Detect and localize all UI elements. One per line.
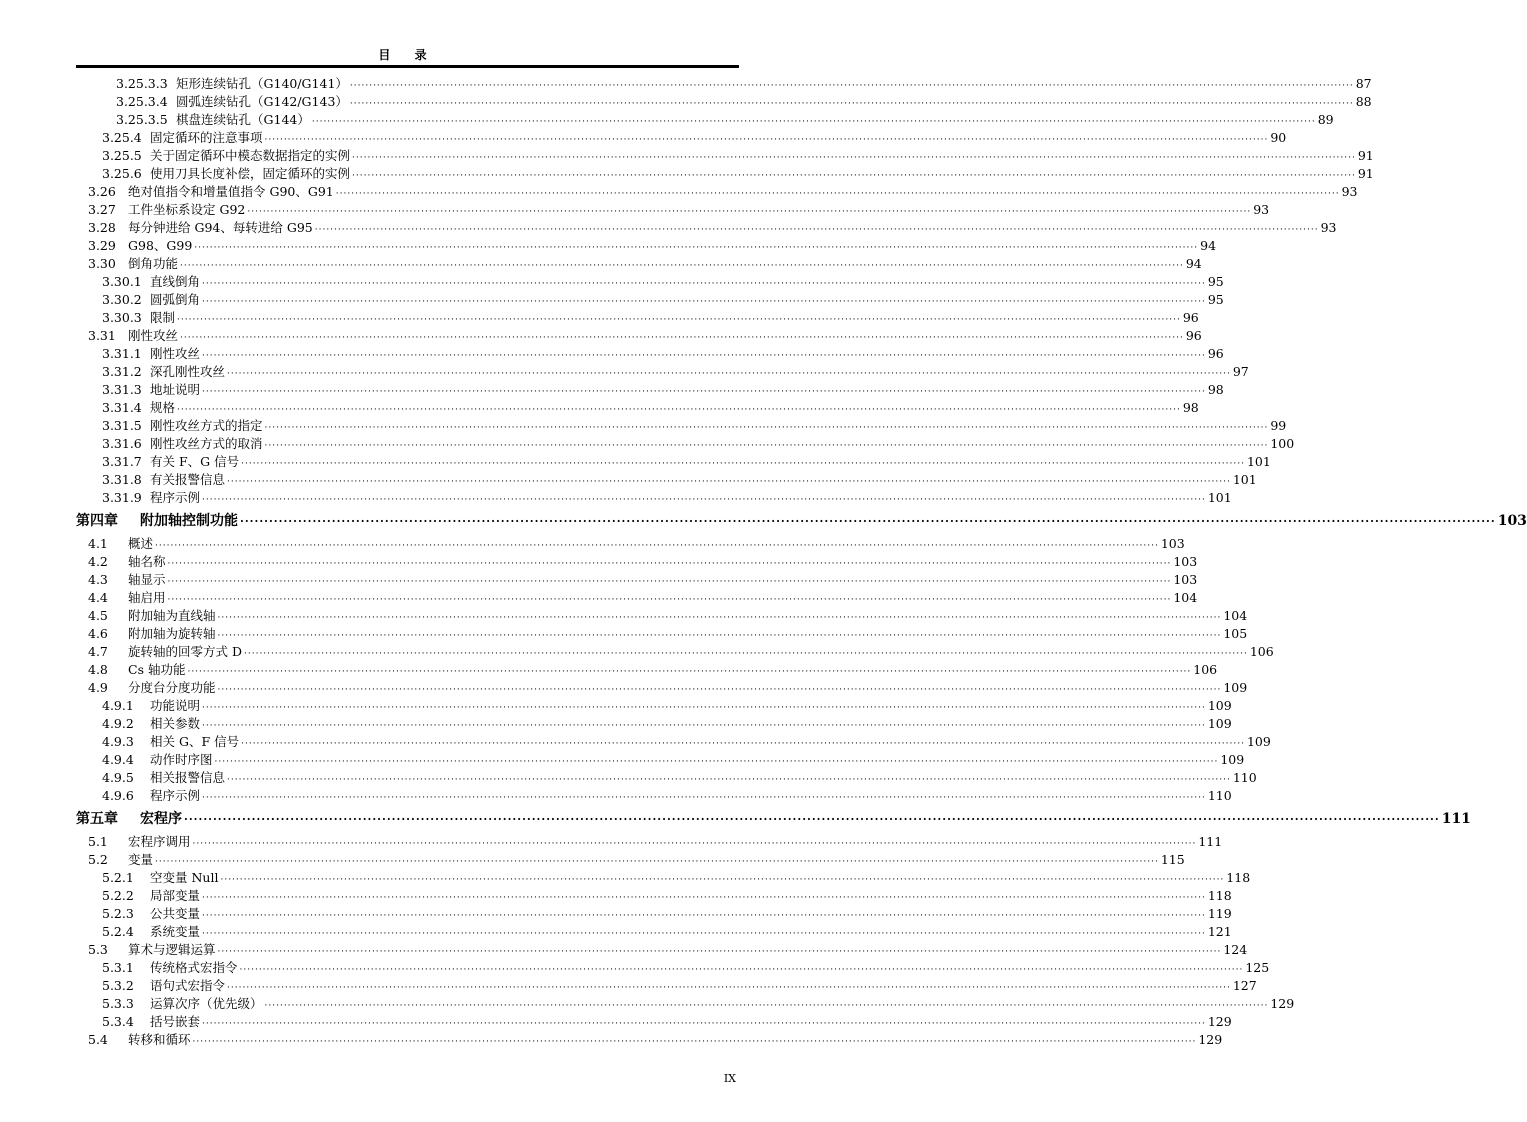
toc-entry-page: 109: [1223, 680, 1248, 695]
toc-entry-title: 倒角功能: [128, 256, 179, 271]
toc-entry-title: 附加轴为直线轴: [128, 608, 216, 623]
toc-entry-number: 5.2.4: [102, 924, 134, 939]
toc-entry[interactable]: [102, 751, 1245, 769]
toc-entry-number: 4.9.3: [102, 734, 134, 749]
toc-entry[interactable]: [88, 833, 1223, 851]
dot-leader: ····································································································································································································································································: [352, 153, 1356, 163]
dot-leader: ····································································································································································································································································: [264, 441, 1269, 451]
dot-leader: ····································································································································································································································································: [227, 369, 1231, 379]
toc-entry[interactable]: [102, 399, 1199, 417]
toc-entry-title: 程序示例: [150, 490, 201, 505]
toc-entry-page: 106: [1193, 662, 1218, 677]
toc-entry-number: 3.31.1: [102, 346, 142, 361]
toc-entry[interactable]: [88, 661, 1218, 679]
toc-entry[interactable]: [102, 887, 1232, 905]
dot-leader: ····································································································································································································································································: [244, 649, 1248, 659]
toc-entry[interactable]: [102, 787, 1232, 805]
toc-entry[interactable]: [88, 1031, 1223, 1049]
toc-entry-title: 有关 F、G 信号: [150, 454, 240, 469]
toc-entry-number: 3.30.2: [102, 292, 142, 307]
toc-entry-page: 118: [1226, 870, 1251, 885]
toc-entry-title: 有关报警信息: [150, 472, 226, 487]
toc-entry[interactable]: [88, 219, 1337, 237]
dot-leader: ····································································································································································································································································: [155, 857, 1159, 867]
toc-entry-page: 109: [1207, 716, 1232, 731]
toc-entry-number: 3.25.5: [102, 148, 142, 163]
header-rule: [76, 65, 739, 68]
toc-entry-number: 4.8: [88, 662, 108, 677]
toc-entry[interactable]: [116, 111, 1334, 129]
toc-entry-page: 94: [1200, 238, 1217, 253]
toc-entry-title: 轴显示: [128, 572, 166, 587]
toc-entry-page: 96: [1185, 328, 1202, 343]
toc-entry-number: 3.31.5: [102, 418, 142, 433]
toc-entry[interactable]: [88, 589, 1198, 607]
toc-entry-page: 91: [1357, 166, 1374, 181]
toc-entry[interactable]: [88, 183, 1358, 201]
toc-entry-number: 第五章: [76, 811, 118, 827]
toc-entry-page: 95: [1207, 292, 1224, 307]
toc-entry-page: 94: [1185, 256, 1202, 271]
dot-leader: ····································································································································································································································································: [184, 813, 1440, 826]
toc-entry-page: 89: [1317, 112, 1334, 127]
toc-entry-page: 109: [1220, 752, 1245, 767]
toc-entry-title: 刚性攻丝: [150, 346, 201, 361]
toc-entry-page: 96: [1207, 346, 1224, 361]
toc-entry-title: 功能说明: [150, 698, 201, 713]
toc-entry-number: 3.25.3.4: [116, 94, 168, 109]
toc-entry-page: 106: [1249, 644, 1274, 659]
toc-entry-page: 97: [1232, 364, 1249, 379]
toc-chapter-entry[interactable]: [76, 808, 1471, 830]
toc-entry[interactable]: [88, 643, 1274, 661]
toc-entry-number: 3.31.3: [102, 382, 142, 397]
toc-entry-page: 104: [1173, 590, 1198, 605]
toc-entry-title: 地址说明: [150, 382, 201, 397]
toc-entry[interactable]: [102, 1013, 1232, 1031]
toc-entry-title: 局部变量: [150, 888, 201, 903]
toc-entry-title: 动作时序图: [150, 752, 213, 767]
toc-entry-page: 100: [1270, 436, 1295, 451]
toc-entry-title: 刚性攻丝方式的取消: [150, 436, 263, 451]
dot-leader: ····································································································································································································································································: [192, 1037, 1197, 1047]
toc-entry-number: 4.9.2: [102, 716, 134, 731]
toc-entry-page: 101: [1246, 454, 1271, 469]
toc-entry-title: 公共变量: [150, 906, 201, 921]
dot-leader: ····································································································································································································································································: [220, 875, 1225, 885]
dot-leader: ····································································································································································································································································: [240, 515, 1496, 528]
dot-leader: ····································································································································································································································································: [194, 243, 1199, 253]
toc-entry-page: 101: [1207, 490, 1232, 505]
dot-leader: ····································································································································································································································································: [241, 739, 1245, 749]
toc-entry[interactable]: [102, 345, 1224, 363]
dot-leader: ····································································································································································································································································: [247, 207, 1252, 217]
dot-leader: ····································································································································································································································································: [214, 757, 1219, 767]
toc-entry-title: 算术与逻辑运算: [128, 942, 216, 957]
toc-entry-number: 3.30: [88, 256, 116, 271]
toc-entry[interactable]: [102, 489, 1232, 507]
toc-entry-title: 规格: [150, 400, 176, 415]
toc-entry-number: 4.9.1: [102, 698, 134, 713]
dot-leader: ····································································································································································································································································: [202, 279, 1206, 289]
toc-entry[interactable]: [102, 363, 1249, 381]
toc-entry-page: 101: [1232, 472, 1257, 487]
toc-entry-number: 3.31.7: [102, 454, 142, 469]
toc-entry-page: 111: [1198, 834, 1223, 849]
toc-entry-number: 3.25.6: [102, 166, 142, 181]
dot-leader: ····································································································································································································································································: [167, 577, 1172, 587]
toc-entry-title: 直线倒角: [150, 274, 201, 289]
toc-entry-number: 5.1: [88, 834, 108, 849]
toc-entry[interactable]: [102, 273, 1224, 291]
toc-entry-page: 95: [1207, 274, 1224, 289]
toc-entry-title: 运算次序（优先级）: [150, 996, 263, 1011]
toc-entry[interactable]: [88, 327, 1202, 345]
toc-entry-number: 4.9: [88, 680, 108, 695]
toc-entry-title: 矩形连续钻孔（G140/G141）: [176, 76, 348, 91]
toc-entry-page: 93: [1341, 184, 1358, 199]
dot-leader: ····································································································································································································································································: [217, 613, 1222, 623]
toc-entry-page: 115: [1160, 852, 1185, 867]
toc-entry[interactable]: [88, 941, 1248, 959]
toc-entry-number: 3.31.6: [102, 436, 142, 451]
toc-entry-title: Cs 轴功能: [128, 662, 186, 677]
toc-entry-number: 4.4: [88, 590, 108, 605]
dot-leader: ····································································································································································································································································: [239, 965, 1244, 975]
dot-leader: ····································································································································································································································································: [264, 135, 1269, 145]
toc-entry[interactable]: [102, 417, 1287, 435]
toc-entry-title: 圆弧倒角: [150, 292, 201, 307]
toc-entry-number: 3.31.8: [102, 472, 142, 487]
dot-leader: ····································································································································································································································································: [155, 541, 1159, 551]
dot-leader: ····································································································································································································································································: [187, 667, 1192, 677]
toc-entry-title: 空变量 Null: [150, 870, 219, 885]
dot-leader: ····································································································································································································································································: [241, 459, 1245, 469]
dot-leader: ····································································································································································································································································: [314, 225, 1319, 235]
toc-entry-title: 相关 G、F 信号: [150, 734, 240, 749]
dot-leader: ····································································································································································································································································: [167, 595, 1172, 605]
toc-entry-page: 104: [1223, 608, 1248, 623]
toc-entry-page: 93: [1320, 220, 1337, 235]
dot-leader: ····································································································································································································································································: [202, 793, 1206, 803]
dot-leader: ····································································································································································································································································: [202, 703, 1206, 713]
toc-entry[interactable]: [102, 453, 1271, 471]
toc-entry-title: 分度台分度功能: [128, 680, 216, 695]
toc-entry-number: 5.3.4: [102, 1014, 134, 1029]
toc-entry[interactable]: [88, 237, 1217, 255]
toc-entry-number: 5.2.1: [102, 870, 134, 885]
toc-entry-number: 3.28: [88, 220, 116, 235]
dot-leader: ····································································································································································································································································: [352, 171, 1356, 181]
toc-entry-number: 3.31: [88, 328, 116, 343]
toc-entry-page: 125: [1245, 960, 1270, 975]
toc-entry[interactable]: [88, 201, 1270, 219]
dot-leader: ····································································································································································································································································: [227, 983, 1231, 993]
dot-leader: ····································································································································································································································································: [217, 685, 1222, 695]
toc-entry-page: 127: [1232, 978, 1257, 993]
toc-entry-number: 4.1: [88, 536, 108, 551]
toc-entry-title: 圆弧连续钻孔（G142/G143）: [176, 94, 348, 109]
toc-entry-title: 宏程序调用: [128, 834, 191, 849]
toc-entry-number: 4.3: [88, 572, 108, 587]
toc-entry-number: 3.30.3: [102, 310, 142, 325]
toc-entry-number: 5.3.2: [102, 978, 134, 993]
toc-entry[interactable]: [102, 715, 1232, 733]
dot-leader: ····································································································································································································································································: [192, 839, 1197, 849]
toc-entry[interactable]: [102, 129, 1287, 147]
toc-entry-title: 轴名称: [128, 554, 166, 569]
toc-entry[interactable]: [102, 905, 1232, 923]
toc-entry-title: 系统变量: [150, 924, 201, 939]
toc-entry[interactable]: [102, 995, 1295, 1013]
dot-leader: ····································································································································································································································································: [202, 495, 1206, 505]
toc-entry-page: 129: [1198, 1032, 1223, 1047]
toc-entry-title: 绝对值指令和增量值指令 G90、G91: [128, 184, 334, 199]
toc-entry-title: 转移和循环: [128, 1032, 191, 1047]
toc-entry-title: 变量: [128, 852, 154, 867]
toc-entry-page: 129: [1207, 1014, 1232, 1029]
toc-entry-page: 103: [1173, 554, 1198, 569]
toc-entry-title: 传统格式宏指令: [150, 960, 238, 975]
toc-entry-page: 87: [1355, 76, 1372, 91]
dot-leader: ····································································································································································································································································: [180, 333, 1184, 343]
toc-entry[interactable]: [102, 471, 1257, 489]
toc-entry[interactable]: [102, 977, 1257, 995]
toc-entry-number: 3.25.3.3: [116, 76, 168, 91]
toc-entry-number: 4.9.4: [102, 752, 134, 767]
dot-leader: ····································································································································································································································································: [227, 477, 1231, 487]
toc-entry-title: 工件坐标系设定 G92: [128, 202, 246, 217]
dot-leader: ····································································································································································································································································: [202, 929, 1206, 939]
toc-entry-page: 91: [1357, 148, 1374, 163]
toc-entry[interactable]: [88, 255, 1202, 273]
dot-leader: ····································································································································································································································································: [335, 189, 1340, 199]
toc-entry-number: 4.9.5: [102, 770, 134, 785]
toc-entry-number: 3.31.2: [102, 364, 142, 379]
toc-entry-title: 概述: [128, 536, 154, 551]
toc-entry-page: 121: [1207, 924, 1232, 939]
dot-leader: ····································································································································································································································································: [180, 261, 1184, 271]
toc-entry[interactable]: [102, 291, 1224, 309]
toc-entry-page: 111: [1441, 811, 1471, 827]
toc-entry-number: 5.3.3: [102, 996, 134, 1011]
toc-entry[interactable]: [102, 769, 1257, 787]
toc-entry-title: 使用刀具长度补偿，固定循环的实例: [150, 166, 351, 181]
toc-entry[interactable]: [102, 869, 1251, 887]
toc-entry-title: 语句式宏指令: [150, 978, 226, 993]
toc-entry-title: 深孔刚性攻丝: [150, 364, 226, 379]
toc-entry[interactable]: [88, 851, 1185, 869]
toc-entry-number: 3.26: [88, 184, 116, 199]
toc-entry-title: 附加轴控制功能: [140, 513, 238, 529]
toc-entry-number: 5.4: [88, 1032, 108, 1047]
toc-entry[interactable]: [102, 959, 1270, 977]
toc-entry-number: 4.6: [88, 626, 108, 641]
dot-leader: ····································································································································································································································································: [177, 405, 1181, 415]
toc-entry-number: 5.2: [88, 852, 108, 867]
toc-entry-page: 96: [1182, 310, 1199, 325]
toc-entry-page: 109: [1246, 734, 1271, 749]
dot-leader: ····································································································································································································································································: [349, 81, 1354, 91]
toc-entry-title: 刚性攻丝方式的指定: [150, 418, 263, 433]
toc-entry-title: G98、G99: [128, 238, 193, 253]
toc-entry-number: 4.7: [88, 644, 108, 659]
toc-entry[interactable]: [88, 625, 1248, 643]
toc-entry-title: 相关报警信息: [150, 770, 226, 785]
dot-leader: ····································································································································································································································································: [202, 351, 1206, 361]
page-number: IX: [723, 1072, 736, 1085]
toc-entry-number: 3.29: [88, 238, 116, 253]
toc-entry[interactable]: [116, 93, 1372, 111]
toc-entry-number: 5.2.3: [102, 906, 134, 921]
toc-entry-number: 3.27: [88, 202, 116, 217]
toc-entry-page: 110: [1207, 788, 1232, 803]
toc-entry[interactable]: [102, 697, 1232, 715]
toc-entry-number: 5.2.2: [102, 888, 134, 903]
toc-entry[interactable]: [88, 571, 1198, 589]
toc-entry-page: 90: [1270, 130, 1287, 145]
toc-entry-title: 宏程序: [140, 811, 182, 827]
toc-entry-number: 4.2: [88, 554, 108, 569]
toc-entry-page: 93: [1253, 202, 1270, 217]
toc-entry-page: 129: [1270, 996, 1295, 1011]
toc-entry-title: 固定循环的注意事项: [150, 130, 263, 145]
toc-entry[interactable]: [102, 733, 1271, 751]
toc-entry-page: 98: [1207, 382, 1224, 397]
page-header-title: 目 录: [378, 48, 437, 62]
toc-entry-title: 棋盘连续钻孔（G144）: [176, 112, 310, 127]
toc-entry-page: 99: [1270, 418, 1287, 433]
dot-leader: ····································································································································································································································································: [311, 117, 1316, 127]
toc-entry[interactable]: [88, 607, 1248, 625]
dot-leader: ····································································································································································································································································: [217, 947, 1222, 957]
toc-entry[interactable]: [102, 309, 1199, 327]
toc-entry[interactable]: [116, 75, 1372, 93]
toc-entry-page: 109: [1207, 698, 1232, 713]
toc-entry[interactable]: [102, 165, 1374, 183]
toc-entry-title: 轴启用: [128, 590, 166, 605]
dot-leader: ····································································································································································································································································: [202, 1019, 1206, 1029]
toc-entry-title: 附加轴为旋转轴: [128, 626, 216, 641]
toc-entry-title: 关于固定循环中模态数据指定的实例: [150, 148, 351, 163]
toc-entry[interactable]: [102, 147, 1374, 165]
toc-entry-title: 相关参数: [150, 716, 201, 731]
toc-entry-number: 3.31.9: [102, 490, 142, 505]
toc-entry[interactable]: [88, 535, 1185, 553]
dot-leader: ····································································································································································································································································: [217, 631, 1222, 641]
dot-leader: ····································································································································································································································································: [264, 1001, 1269, 1011]
dot-leader: ····································································································································································································································································: [167, 559, 1172, 569]
toc-entry-number: 3.25.4: [102, 130, 142, 145]
toc-entry-title: 限制: [150, 310, 176, 325]
toc-entry-title: 每分钟进给 G94、每转进给 G95: [128, 220, 313, 235]
dot-leader: ····································································································································································································································································: [202, 893, 1206, 903]
toc-entry-title: 旋转轴的回零方式 D: [128, 644, 242, 659]
dot-leader: ····································································································································································································································································: [177, 315, 1181, 325]
toc-entry[interactable]: [102, 381, 1224, 399]
toc-entry[interactable]: [102, 435, 1295, 453]
toc-entry-title: 程序示例: [150, 788, 201, 803]
dot-leader: ····································································································································································································································································: [202, 911, 1206, 921]
dot-leader: ····································································································································································································································································: [227, 775, 1231, 785]
toc-entry-page: 119: [1207, 906, 1232, 921]
toc-entry[interactable]: [102, 923, 1232, 941]
toc-entry-page: 103: [1497, 513, 1527, 529]
dot-leader: ····································································································································································································································································: [202, 721, 1206, 731]
toc-entry-page: 124: [1223, 942, 1248, 957]
toc-entry-page: 103: [1160, 536, 1185, 551]
toc-entry-page: 98: [1182, 400, 1199, 415]
dot-leader: ····································································································································································································································································: [349, 99, 1354, 109]
toc-entry-title: 刚性攻丝: [128, 328, 179, 343]
toc-entry-title: 括号嵌套: [150, 1014, 201, 1029]
toc-chapter-entry[interactable]: [76, 510, 1527, 532]
toc-entry-page: 103: [1173, 572, 1198, 587]
toc-entry-page: 105: [1223, 626, 1248, 641]
toc-entry-page: 110: [1232, 770, 1257, 785]
toc-entry-number: 3.31.4: [102, 400, 142, 415]
dot-leader: ····································································································································································································································································: [202, 387, 1206, 397]
dot-leader: ····································································································································································································································································: [264, 423, 1269, 433]
toc-entry-number: 3.25.3.5: [116, 112, 168, 127]
toc-entry-number: 4.5: [88, 608, 108, 623]
toc-entry[interactable]: [88, 679, 1248, 697]
toc-entry-number: 第四章: [76, 513, 118, 529]
toc-entry[interactable]: [88, 553, 1198, 571]
toc-entry-page: 88: [1355, 94, 1372, 109]
toc-entry-number: 5.3: [88, 942, 108, 957]
toc-entry-number: 3.30.1: [102, 274, 142, 289]
dot-leader: ····································································································································································································································································: [202, 297, 1206, 307]
toc-entry-number: 5.3.1: [102, 960, 134, 975]
toc-entry-number: 4.9.6: [102, 788, 134, 803]
toc-entry-page: 118: [1207, 888, 1232, 903]
